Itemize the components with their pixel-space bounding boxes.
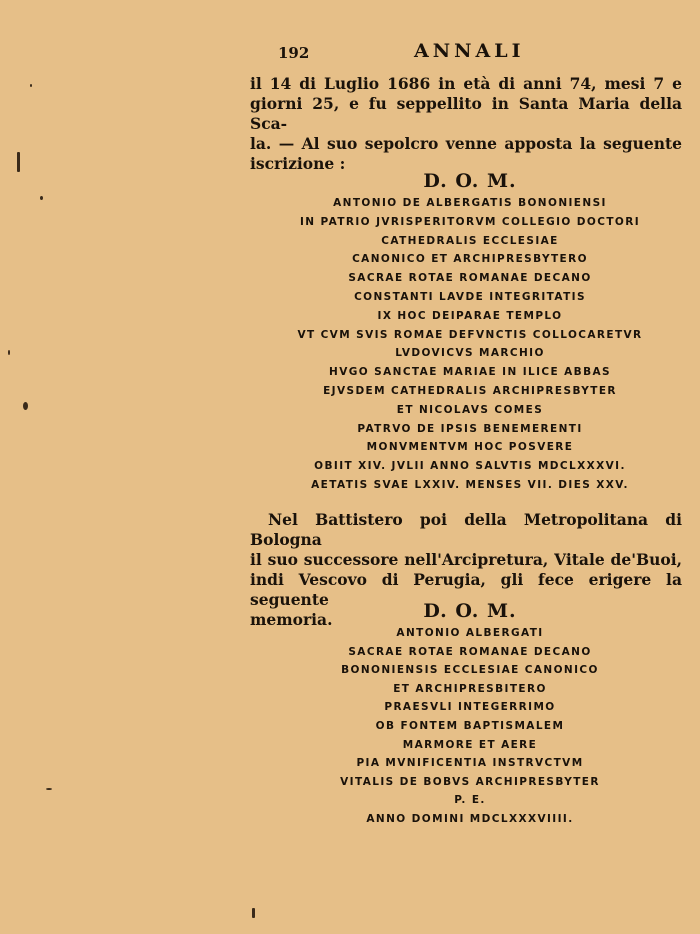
inscription-sepulchral xyxy=(250,168,690,495)
inscription-line: HVGO SANCTAE MARIAE IN ILICE ABBAS xyxy=(329,366,611,379)
inscription-line: CONSTANTI LAVDE INTEGRITATIS xyxy=(354,290,586,303)
inscription-line: PATRVO DE IPSIS BENEMERENTI xyxy=(357,422,583,435)
inscription-line: BONONIENSIS ECCLESIAE CANONICO xyxy=(341,664,599,677)
inscription-heading: D. O. M. xyxy=(423,600,517,622)
inscription-line: MARMORE ET AERE xyxy=(402,738,538,751)
text-line: iscrizione : xyxy=(250,154,346,173)
text-line: giorni 25, e fu seppellito in Santa Maria della Sca- xyxy=(250,94,682,133)
inscription-line: EJVSDEM CATHEDRALIS ARCHIPRESBYTER xyxy=(323,384,617,397)
text-line: il 14 di Luglio 1686 in età di anni 74, mesi 7 e xyxy=(250,74,682,93)
inscription-line: VITALIS DE BOBVS ARCHIPRESBYTER xyxy=(340,775,600,788)
inscription-line: PRAESVLI INTEGERRIMO xyxy=(384,701,556,714)
scan-speck xyxy=(46,788,52,790)
inscription-line: IX HOC DEIPARAE TEMPLO xyxy=(377,309,563,322)
inscription-line: PIA MVNIFICENTIA INSTRVCTVM xyxy=(356,757,584,770)
text-line: Nel Battistero poi della Metropolitana di Bologna xyxy=(250,510,682,549)
inscription-line: CANONICO ET ARCHIPRESBYTERO xyxy=(352,253,588,266)
inscription-line: OB FONTEM BAPTISMALEM xyxy=(375,719,565,732)
page-number: 192 xyxy=(278,44,310,62)
inscription-memorial xyxy=(250,598,690,829)
inscription-line: LVDOVICVS MARCHIO xyxy=(395,347,545,360)
inscription-line: ANNO DOMINI MDCLXXXVIIII. xyxy=(366,812,574,825)
scan-speck xyxy=(40,196,43,200)
inscription-line: OBIIT XIV. JVLII ANNO SALVTIS MDCLXXXVI. xyxy=(314,460,626,473)
scan-speck xyxy=(30,84,32,87)
inscription-line: P. E. xyxy=(454,794,486,807)
inscription-line: MONVMENTVM HOC POSVERE xyxy=(366,441,574,454)
inscription-line: SACRAE ROTAE ROMANAE DECANO xyxy=(348,272,592,285)
inscription-line: CATHEDRALIS ECCLESIAE xyxy=(381,234,559,247)
text-line: memoria. xyxy=(250,610,333,629)
inscription-line: ET ARCHIPRESBITERO xyxy=(393,682,547,695)
scan-speck xyxy=(8,350,10,355)
text-line: il suo successore nell'Arcipretura, Vitale de'Buoi, xyxy=(250,550,682,569)
inscription-line: ANTONIO ALBERGATI xyxy=(396,627,544,639)
scan-speck xyxy=(252,908,255,918)
inscription-line: ET NICOLAVS COMES xyxy=(396,403,544,416)
inscription-line: ANTONIO DE ALBERGATIS BONONIENSI xyxy=(333,197,607,209)
inscription-line: AETATIS SVAE LXXIV. MENSES VII. DIES XXV. xyxy=(311,478,629,491)
paragraph-intro xyxy=(250,74,682,174)
inscription-line: SACRAE ROTAE ROMANAE DECANO xyxy=(348,645,592,658)
scan-speck xyxy=(23,402,28,410)
inscription-line: IN PATRIO JVRISPERITORVM COLLEGIO DOCTORI xyxy=(299,215,641,228)
text-line: la. — Al suo sepolcro venne apposta la seguente xyxy=(250,134,682,153)
inscription-heading: D. O. M. xyxy=(423,170,517,192)
page-header xyxy=(250,40,690,66)
running-title: ANNALI xyxy=(414,40,525,62)
inscription-line: VT CVM SVIS ROMAE DEFVNCTIS COLLOCARETVR xyxy=(297,328,643,341)
text-line: indi Vescovo di Perugia, gli fece erigere la seguente xyxy=(250,570,682,609)
scan-speck xyxy=(17,152,20,172)
